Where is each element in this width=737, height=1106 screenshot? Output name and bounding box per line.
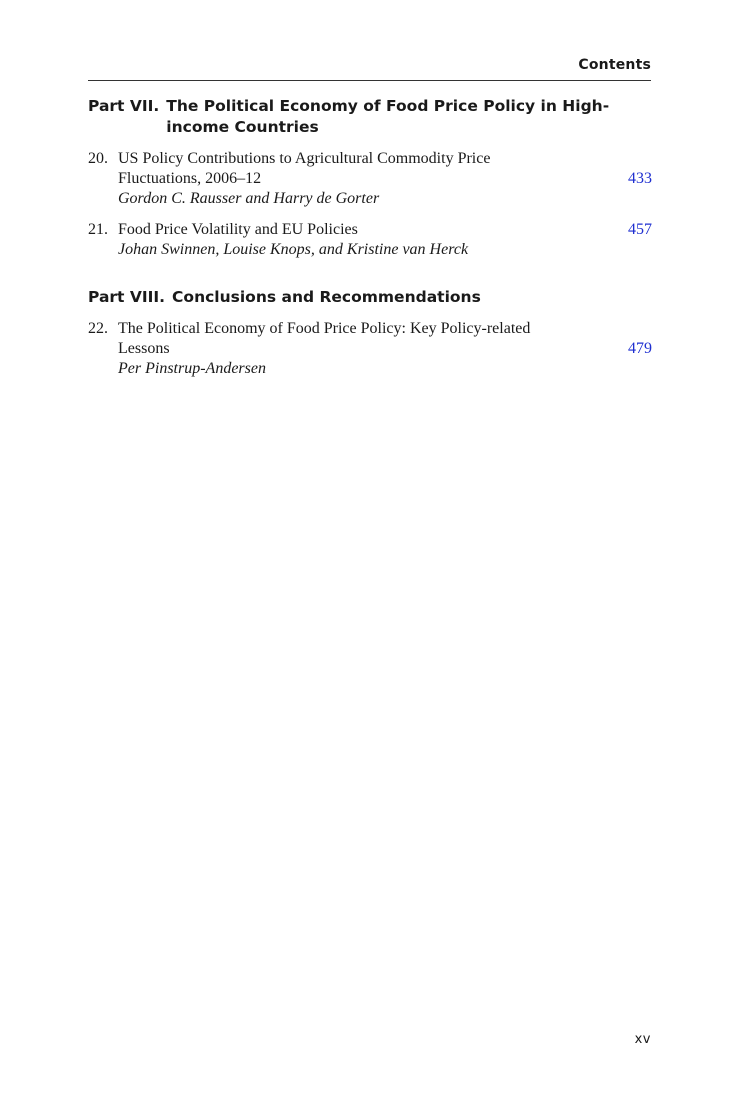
chapter-body [118, 149, 652, 209]
toc-entry [88, 319, 652, 379]
toc-entry [88, 220, 652, 260]
chapter-title-line: Lessons [118, 340, 170, 357]
part-number: Part VII. [88, 97, 160, 115]
page-folio: xv [634, 1032, 651, 1047]
chapter-number: 21. [88, 221, 108, 238]
part-number: Part VIII. [88, 288, 166, 306]
chapter-body [118, 220, 652, 260]
chapter-authors: Per Pinstrup-Andersen [118, 360, 266, 377]
page-number-link[interactable]: 433 [628, 170, 652, 187]
page-number-link[interactable]: 479 [628, 340, 652, 357]
chapter-title-line: Food Price Volatility and EU Policies [118, 221, 358, 238]
header-rule [88, 80, 651, 81]
part-title: The Political Economy of Food Price Policy in High-income Countries [166, 97, 610, 136]
chapter-authors: Gordon C. Rausser and Harry de Gorter [118, 190, 380, 207]
chapter-title-line: US Policy Contributions to Agricultural Commodity Price [118, 150, 491, 167]
running-head: Contents [578, 57, 651, 73]
chapter-number: 20. [88, 150, 108, 167]
chapter-authors: Johan Swinnen, Louise Knops, and Kristine van Herck [118, 241, 469, 258]
page-number-link[interactable]: 457 [628, 221, 652, 238]
chapter-body [118, 319, 652, 379]
part-heading [88, 96, 652, 138]
table-of-contents [88, 96, 652, 379]
chapter-title-line: Fluctuations, 2006–12 [118, 170, 262, 187]
chapter-title-line: The Political Economy of Food Price Policy: Key Policy-related [118, 320, 531, 337]
toc-entry [88, 149, 652, 209]
part-heading [88, 287, 652, 308]
chapter-number: 22. [88, 320, 108, 337]
part-title: Conclusions and Recommendations [172, 288, 481, 306]
